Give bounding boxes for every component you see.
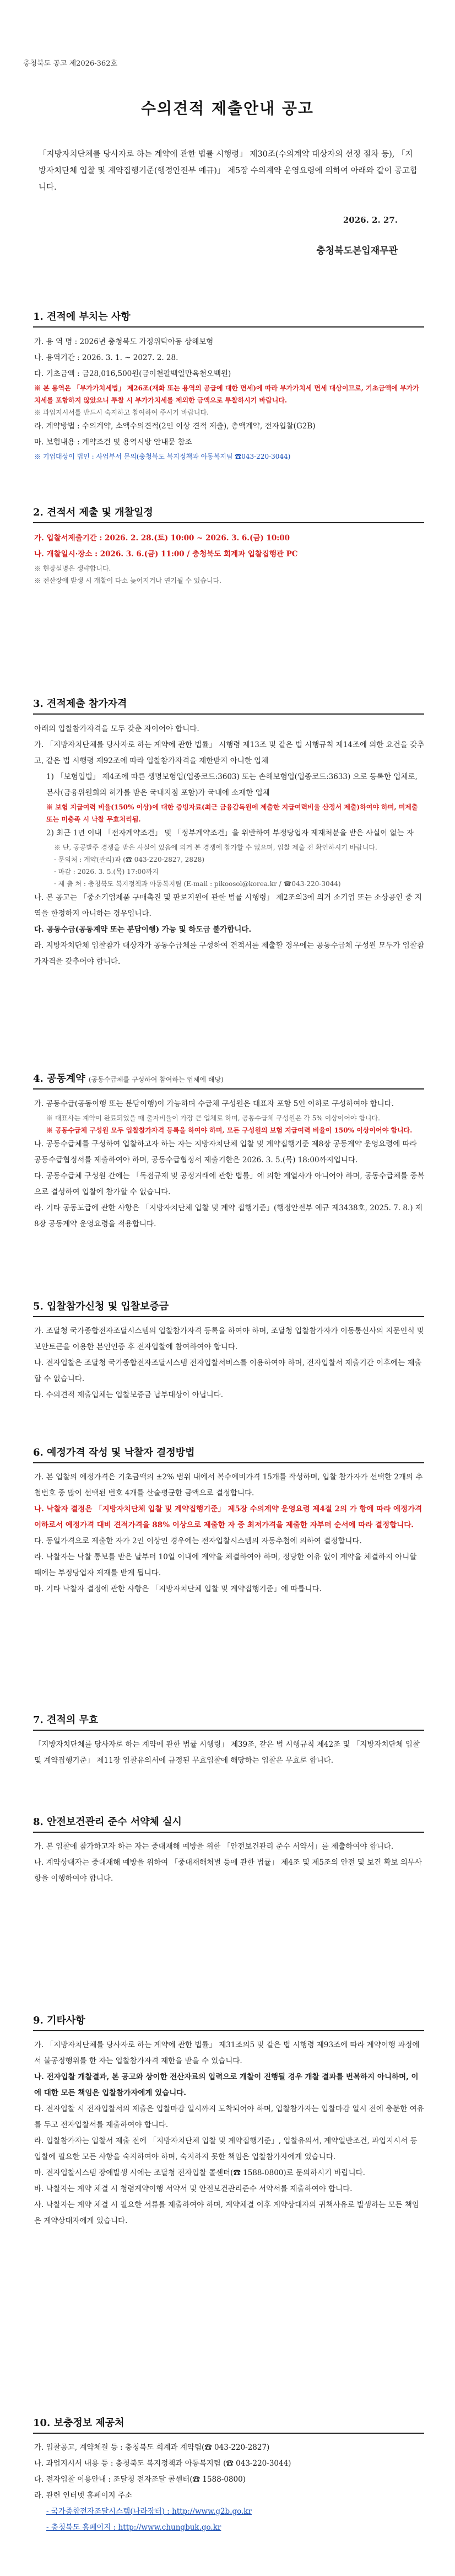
section-6-header: [33, 1445, 424, 1463]
section-3-header: [33, 696, 424, 715]
intro-paragraph: 「지방자치단체를 당사자로 하는 계약에 관한 법률 시행령」 제30조(수의계약 대상자의 선정 절차 등), 「지방자치단체 입찰 및 계약집행기준(행정안전부 예규)」 제5장 수의계약 운영요령에 의하여 아래와 같이 공고합니다.: [39, 150, 418, 192]
s3-note: ※ 단, 공공발주 경쟁을 받은 사실이 있음에 의거 본 경쟁에 참가할 수 없으며, 입찰 제출 전 확인하시기 바랍니다.: [54, 844, 377, 851]
s9-line: 사. 낙찰자는 계약 체결 시 필요한 서류를 제출하여야 하며, 계약체결 이후 계약상대자의 귀책사유로 발생하는 모든 책임은 계약상대자에게 있습니다.: [34, 2201, 419, 2225]
section-4-heading: [33, 1071, 424, 1090]
s8-line: 가. 본 입찰에 참가하고자 하는 자는 중대재해 예방을 위한 「안전보건관리 준수 서약서」를 제출하여야 합니다.: [34, 1842, 394, 1851]
section-2-header: [33, 505, 424, 523]
s9-line: 마. 전자입찰시스템 장애발생 시에는 조달청 전자입찰 콜센터(☎ 1588-0800)로 문의하시기 바랍니다.: [34, 2169, 365, 2177]
section-7-body: [34, 1737, 425, 1769]
s6-line: 나. 낙찰자 결정은 「지방자치단체 입찰 및 계약집행기준」 제5장 수의계약 운영요령 제4절 2의 가 항에 따라 예정가격 이하로서 예정가격 대비 견적가격을 88% 이상으로 제출한 자 중 최저가격을 제출한 자부터 순서에 따라 결정합니다.: [34, 1505, 422, 1530]
s1-line: 다. 기초금액 : 금28,016,500원(금이천팔백일만육천오백원): [34, 369, 231, 378]
s5-line: 가. 조달청 국가종합전자조달시스템의 입찰참가자격 등록을 하여야 하며, 조달청 입찰참가자가 이동통신사의 지문인식 및 보안토큰을 이용한 본인인증 후 전자입찰에 참여하여야 합니다.: [34, 1327, 424, 1351]
s9-line: 가. 「지방자치단체를 당사자로 하는 계약에 관한 법률」 제31조의5 및 같은 법 시행령 제93조에 따라 계약이행 과정에서 불공정행위를 한 자는 입찰참가자격 제한을 받을 수 있습니다.: [34, 2041, 420, 2065]
s1-note: ※ 본 용역은 「부가가치세법」 제26조(재화 또는 용역의 공급에 대한 면세)에 따라 부가가치세 면세 대상이므로, 기초금액에 부가가치세를 포함하지 않았으니 투찰 시 부가가치세를 제외한 금액으로 투찰하시기 바랍니다.: [34, 384, 419, 404]
section-1-body: [34, 334, 425, 463]
section-7-header: [33, 1712, 424, 1731]
s1-line: 마. 보험내용 : 계약조건 및 용역시방 안내문 참조: [34, 438, 192, 447]
s1-line: 가. 용 역 명 : 2026년 충청북도 가정위탁아동 상해보험: [34, 337, 214, 346]
section-1-heading: 1. 견적에 부치는 사항: [33, 309, 424, 328]
section-8-heading: 8. 안전보건관리 준수 서약체 실시: [33, 1814, 424, 1833]
section-1-header: [33, 309, 424, 328]
s9-line: 나. 전자입찰 개찰결과, 본 공고와 상이한 전산자료의 입력으로 개찰이 진행될 경우 개찰 결과를 번복하지 아니하며, 이에 대한 모든 책임은 입찰참가자에게 있습니다.: [34, 2073, 419, 2097]
page-title: 수의견적 제출안내 공고: [141, 99, 314, 117]
s1-line: 나. 용역기간 : 2026. 3. 1. ~ 2027. 2. 28.: [34, 353, 178, 362]
s4-line: 가. 공동수급(공동이행 또는 분담이행)이 가능하며 수급체 구성원은 대표자 포함 5인 이하로 구성하여야 합니다.: [34, 1099, 394, 1108]
s3-note: ※ 보험 지급여력 비율(150% 이상)에 대한 증빙자료(최근 금융감독원에 제출한 지급여력비율 산정서 제출)하여야 하며, 미제출 또는 미충족 시 낙찰 무효처리됨.: [46, 803, 418, 823]
s3-line: 1) 「보험업법」 제4조에 따른 생명보험업(업종코드:3603) 또는 손해보험업(업종코드:3633) 으로 등록한 업체로, 본사(금융위원회의 허가를 받은 국내지점 포함)가 국내에 소재한 업체: [46, 772, 418, 797]
s4-line: 나. 공동수급체를 구성하여 입찰하고자 하는 자는 지방자치단체 입찰 및 계약집행기준 제8장 공동계약 운영요령에 따라 공동수급협정서를 제출하여야 하며, 공동수급협정서 제출기한은 2026. 3. 5.(목) 18:00까지입니다.: [34, 1140, 417, 1164]
s2-line: 나. 개찰일시·장소 : 2026. 3. 6.(금) 11:00 / 충청북도 회계과 입찰집행관 PC: [34, 550, 298, 559]
section-8-body: [34, 1839, 425, 1887]
section-9-heading: 9. 기타사항: [33, 2012, 424, 2031]
s1-line: 라. 계약방법 : 수의계약, 소액수의견적(2인 이상 견적 제출), 총액계약, 전자입찰(G2B): [34, 422, 316, 431]
s6-line: 마. 기타 낙찰자 결정에 관한 사항은 「지방자치단체 입찰 및 계약집행기준」에 따릅니다.: [34, 1585, 322, 1593]
s9-line: 바. 낙찰자는 계약 체결 시 청렴계약이행 서약서 및 안전보건관리준수 서약서를 제출하여야 합니다.: [34, 2185, 353, 2193]
section-5-header: [33, 1298, 424, 1317]
s3-note: · 마감 : 2026. 3. 5.(목) 17:00까지: [54, 868, 159, 876]
s9-line: 라. 입찰참가자는 입찰서 제출 전에 「지방자치단체 입찰 및 계약집행기준」, 입찰유의서, 계약일반조건, 과업지시서 등 입찰에 필요한 모든 사항을 숙지하여야 하며, 숙지하지 못한 책임은 입찰참가자에게 있습니다.: [34, 2137, 418, 2161]
section-2-heading: 2. 견적서 제출 및 개찰일정: [33, 505, 424, 523]
section-4-header: [33, 1071, 424, 1090]
section-10-header: [33, 2415, 424, 2434]
s4-line: 라. 기타 공동도급에 관한 사항은 「지방자치단체 입찰 및 계약 집행기준」(행정안전부 예규 제3438호, 2025. 7. 8.) 제8장 공동계약 운영요령을 적용합니다.: [34, 1204, 422, 1228]
s2-note: ※ 현장설명은 생략합니다.: [34, 565, 111, 572]
section-9-header: [33, 2012, 424, 2031]
s6-line: 가. 본 입찰의 예정가격은 기초금액의 ±2% 범위 내에서 복수예비가격 15개를 작성하며, 입찰 참가자가 선택한 2개의 추첨번호 중 많이 선택된 번호 4개를 산술평균한 금액으로 결정합니다.: [34, 1473, 423, 1498]
s10-line: 가. 입찰공고, 계약체결 등 : 충청북도 회계과 계약팀(☎ 043-220-2827): [34, 2443, 270, 2452]
section-5-body: [34, 1323, 425, 1403]
s1-note: ※ 기업대상이 법인 : 사업부서 문의(충청북도 복지정책과 아동복지팀 ☎043-220-3044): [34, 453, 291, 460]
s1-note: ※ 과업지시서를 반드시 숙지하고 참여하여 주시기 바랍니다.: [34, 409, 209, 416]
section-9-body: [34, 2037, 425, 2229]
g2b-link[interactable]: - 국가종합전자조달시스템(나라장터) : http://www.g2b.go.kr: [46, 2507, 252, 2516]
s6-line: 다. 동일가격으로 제출한 자가 2인 이상인 경우에는 전자입찰시스템의 자동추첨에 의하여 결정합니다.: [34, 1537, 362, 1545]
section-8-header: [33, 1814, 424, 1833]
section-6-heading: 6. 예정가격 작성 및 낙찰자 결정방법: [33, 1445, 424, 1463]
s3-line: 라. 지방자치단체 입찰참가 대상자가 공동수급체를 구성하여 견적서를 제출할 경우에는 공동수급체 구성원 모두가 입찰참가자격을 갖추어야 합니다.: [34, 941, 424, 966]
section-7-heading: 7. 견적의 무효: [33, 1712, 424, 1731]
section-3-body: [34, 721, 425, 970]
s10-line: 다. 전자입찰 이용안내 : 조달청 전자조달 콜센터(☎ 1588-0800): [34, 2475, 246, 2484]
s3-line: 아래의 입찰참가자격을 모두 갖춘 자이어야 합니다.: [34, 724, 199, 733]
section-10-heading: 10. 보충정보 제공처: [33, 2415, 424, 2434]
section-5-heading: 5. 입찰참가신청 및 입찰보증금: [33, 1298, 424, 1317]
s10-line: 나. 과업지시서 내용 등 : 충청북도 복지정책과 아동복지팀 (☎ 043-220-3044): [34, 2459, 291, 2468]
s4-line: 다. 공동수급체 구성원 간에는 「독점규제 및 공정거래에 관한 법률」에 의한 계열사가 아니어야 하며, 공동수급체를 중복으로 결성하여 입찰에 참가할 수 없습니다.: [34, 1172, 425, 1196]
s5-line: 다. 수의견적 제출업체는 입찰보증금 납부대상이 아닙니다.: [34, 1391, 224, 1399]
s9-line: 다. 전자입찰 시 전자입찰서의 제출은 입찰마감 일시까지 도착되어야 하며, 입찰참가자는 입찰마감 일시 전에 충분한 여유를 두고 전자입찰서를 제출하여야 합니다.: [34, 2105, 424, 2129]
section-4-subtitle: (공동수급체를 구성하여 참여하는 업체에 해당): [88, 1076, 224, 1083]
s2-note: ※ 전산장애 발생 시 개찰이 다소 늦어지거나 연기될 수 있습니다.: [34, 577, 221, 584]
chungbuk-homepage-link[interactable]: - 충청북도 홈페이지 : http://www.chungbuk.go.kr: [46, 2523, 221, 2532]
section-2-body: [34, 530, 425, 587]
notice-date: 2026. 2. 27.: [343, 215, 398, 225]
section-6-body: [34, 1469, 425, 1597]
s4-note: ※ 대표사는 계약이 완료되었을 때 출자비율이 가장 큰 업체로 하며, 공동수급체 구성원은 각 5% 이상이어야 합니다.: [46, 1114, 380, 1122]
s3-line: 가. 「지방자치단체를 당사자로 하는 계약에 관한 법률」 시행령 제13조 및 같은 법 시행규칙 제14조에 의한 요건을 갖추고, 같은 법 시행령 제92조에 따라 입찰참가자격을 제한받지 아니한 업체: [34, 740, 425, 765]
s3-note: · 제 출 처 : 충청북도 복지정책과 아동복지팀 (E-mail : pikoosol@korea.kr / ☎043-220-3044): [54, 880, 341, 888]
s6-line: 라. 낙찰자는 낙찰 통보를 받은 날부터 10일 이내에 계약을 체결하여야 하며, 정당한 이유 없이 계약을 체결하지 아니할 때에는 부정당업자 제재를 받게 됩니다.: [34, 1553, 417, 1577]
s10-line: 라. 관련 인터넷 홈페이지 주소: [34, 2491, 132, 2500]
section-3-heading: 3. 견적제출 참가자격: [33, 696, 424, 715]
s7-line: 「지방자치단체를 당사자로 하는 계약에 관한 법률 시행령」 제39조, 같은 법 시행규칙 제42조 및 「지방자치단체 입찰 및 계약집행기준」 제11장 입찰유의서에 규정된 무효입찰에 해당하는 입찰은 무효로 합니다.: [34, 1740, 420, 1765]
section-4-body: [34, 1096, 425, 1232]
notice-number: 충청북도 공고 제2026-362호: [23, 60, 118, 68]
s3-line: 나. 본 공고는 「중소기업제품 구매촉진 및 판로지원에 관한 법률 시행령」 제2조의3에 의거 소기업 또는 소상공인 중 지역을 한정하지 아니하는 경우입니다.: [34, 893, 422, 918]
section-10-body: [34, 2440, 425, 2536]
s4-note: ※ 공동수급체 구성원 모두 입찰참가자격 등록을 하여야 하며, 모든 구성원의 보험 지급여력 비율이 150% 이상이어야 합니다.: [46, 1126, 413, 1134]
s8-line: 나. 계약상대자는 중대재해 예방을 위하여 「중대재해처벌 등에 관한 법률」 제4조 및 제5조의 안전 및 보건 확보 의무사항을 이행하여야 합니다.: [34, 1858, 422, 1883]
s5-line: 나. 전자입찰은 조달청 국가종합전자조달시스템 전자입찰서비스를 이용하여야 하며, 전자입찰서 제출기간 이후에는 제출할 수 없습니다.: [34, 1359, 422, 1383]
s3-note: · 문의처 : 계약(관리)과 (☎ 043-220-2827, 2828): [54, 856, 205, 863]
s3-line: 다. 공동수급(공동계약 또는 분담이행) 가능 및 하도급 불가합니다.: [34, 925, 252, 934]
section-4-title: 4. 공동계약: [33, 1073, 85, 1085]
s2-line: 가. 입찰서제출기간 : 2026. 2. 28.(토) 10:00 ~ 2026. 3. 6.(금) 10:00: [34, 534, 290, 543]
s3-line: 2) 최근 1년 이내 「전자계약조건」 및 「정부계약조건」을 위반하여 부정당업자 제재처분을 받은 사실이 없는 자: [46, 829, 414, 838]
issuing-organization: 충청북도본입재무관: [316, 245, 398, 256]
